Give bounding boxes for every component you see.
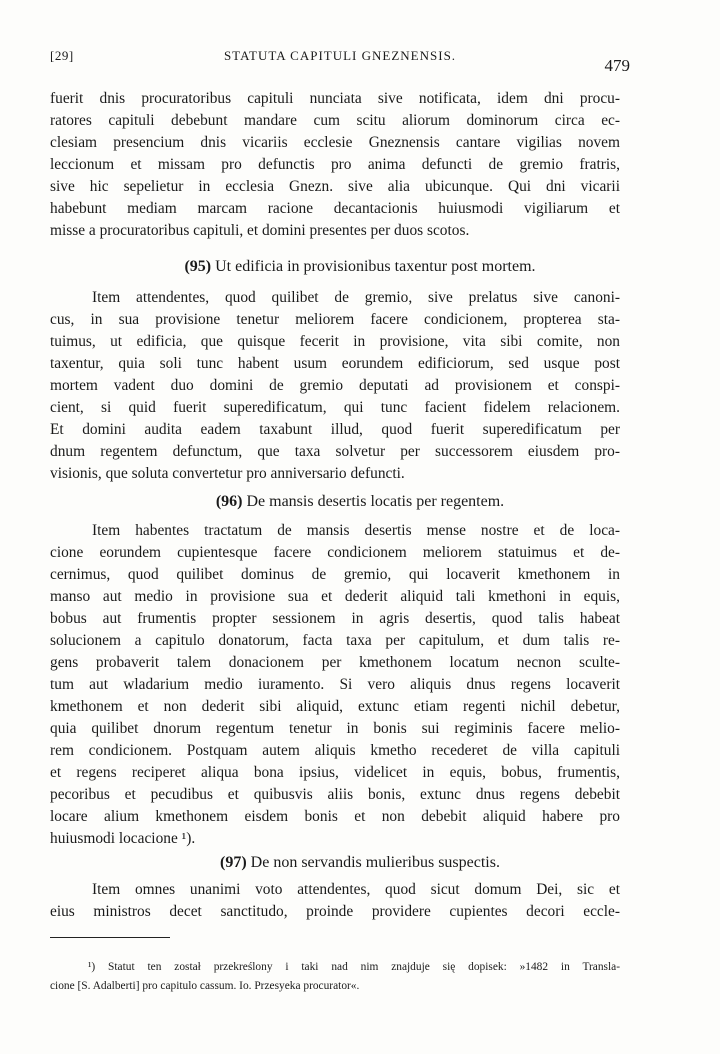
text-line: bobus aut frumentis propter sessionem in agris desertis, quod talis habeat xyxy=(50,610,620,627)
text-line: eius ministros decet sanctitudo, proinde providere cupientes decori eccle- xyxy=(50,903,620,920)
text-line: mortem vadent duo domini de gremio deputati ad provisionem et conspi- xyxy=(50,377,620,394)
section-title: Ut edificia in provisionibus taxentur post mortem. xyxy=(215,258,536,275)
text-line: Et domini audita eadem taxabunt illud, quod fuerit superedificatum per xyxy=(50,421,620,438)
text-line: Item habentes tractatum de mansis desertis mense nostre et de loca- xyxy=(92,522,620,539)
section-heading xyxy=(0,491,720,512)
text-line: locare alium kmethonem eisdem bonis et non debebit aliquid habere pro xyxy=(50,808,620,825)
text-line: habebunt mediam marcam racione decantacionis huiusmodi vigiliarum et xyxy=(50,200,620,217)
text-line: Item omnes unanimi voto attendentes, quod sicut domum Dei, sic et xyxy=(92,881,620,898)
running-title: STATUTA CAPITULI GNEZNENSIS. xyxy=(223,48,457,63)
text-line: clesiam presencium dnis vicariis ecclesie Gneznensis cantare vigilias novem xyxy=(50,134,620,151)
text-line: gens probaverit talem donacionem per kmethonem locatum necnon sculte- xyxy=(50,654,620,671)
text-line: cient, si quid fuerit superedificatum, qui tunc facient fidelem relacionem. xyxy=(50,399,620,416)
text-line: sive hic sepelietur in ecclesia Gnezn. sive alia ubicunque. Qui dni vicarii xyxy=(50,178,620,195)
footnote-line: ¹) Statut ten został przekreślony i taki nad nim znajduje się dopisek: »1482 in Transla- xyxy=(88,961,620,973)
text-line: rem condicionem. Postquam autem aliquis kmetho recederet de villa capituli xyxy=(50,742,620,759)
text-line: visionis, que soluta convertetur pro anniversario defuncti. xyxy=(50,465,405,482)
text-line: quia quilibet dnorum regentum tenetur in bonis sui regiminis facere melio- xyxy=(50,720,620,737)
page-number: 479 xyxy=(604,56,630,75)
text-line: pecoribus et pecudibus et quibusvis aliis bonis, extunc dnus regens debebit xyxy=(50,786,620,803)
text-line: Item attendentes, quod quilibet de gremio, sive prelatus sive canoni- xyxy=(92,289,620,306)
section-title: De non servandis mulieribus suspectis. xyxy=(250,854,500,871)
text-line: tuimus, ut edificia, que quisque fecerit in provisione, vita sibi comite, non xyxy=(50,333,620,350)
section-number: (96) xyxy=(215,493,243,510)
text-line: ratores capituli debebunt mandare cum scitu aliorum dominorum circa ec- xyxy=(50,112,620,129)
footnote-divider xyxy=(50,937,170,938)
section-number: (95) xyxy=(184,258,212,275)
section-heading xyxy=(0,256,720,277)
section-heading xyxy=(0,852,720,873)
section-title: De mansis desertis locatis per regentem. xyxy=(246,493,505,510)
text-line: fuerit dnis procuratoribus capituli nunciata sive notificata, idem dni procu- xyxy=(50,90,620,107)
section-marker: [29] xyxy=(50,48,74,63)
text-line: solucionem a capitulo donatorum, facta taxa per capitulum, et dum talis re- xyxy=(50,632,620,649)
section-number: (97) xyxy=(220,854,247,871)
page-header xyxy=(50,40,630,80)
text-line: manso aut medio in provisione sua et dederit aliquid tali kmethoni in equis, xyxy=(50,588,620,605)
text-line: cus, in sua provisione tenetur meliorem facere condicionem, propterea sta- xyxy=(50,311,620,328)
text-line: tum aut wladarium medio iuramento. Si vero aliquis dnus regens locaverit xyxy=(50,676,620,693)
text-line: cernimus, quod quilibet dominus de gremio, qui locaverit kmethonem in xyxy=(50,566,620,583)
text-line: kmethonem et non dederit sibi aliquid, extunc etiam regenti nichil debetur, xyxy=(50,698,620,715)
text-line: huiusmodi locacione ¹). xyxy=(50,830,196,847)
text-line: taxentur, quia soli tunc habent usum eorundem edificiorum, sed usque post xyxy=(50,355,620,372)
text-line: leccionum et missam pro defunctis pro anima defuncti de gremio fratris, xyxy=(50,156,620,173)
text-line: misse a procuratoribus capituli, et domini presentes per duos scotos. xyxy=(50,222,470,239)
text-line: cione eorundem cupientesque facere condicionem meliorem statuimus et de- xyxy=(50,544,620,561)
text-line: et regens reciperet aliqua bona ipsius, videlicet in equis, bobus, frumentis, xyxy=(50,764,620,781)
footnote-line: cione [S. Adalberti] pro capitulo cassum. Io. Przesyeka procurator«. xyxy=(50,980,360,992)
text-line: dnum regentem defunctum, que taxa solvetur per successorem eiusdem pro- xyxy=(50,443,620,460)
